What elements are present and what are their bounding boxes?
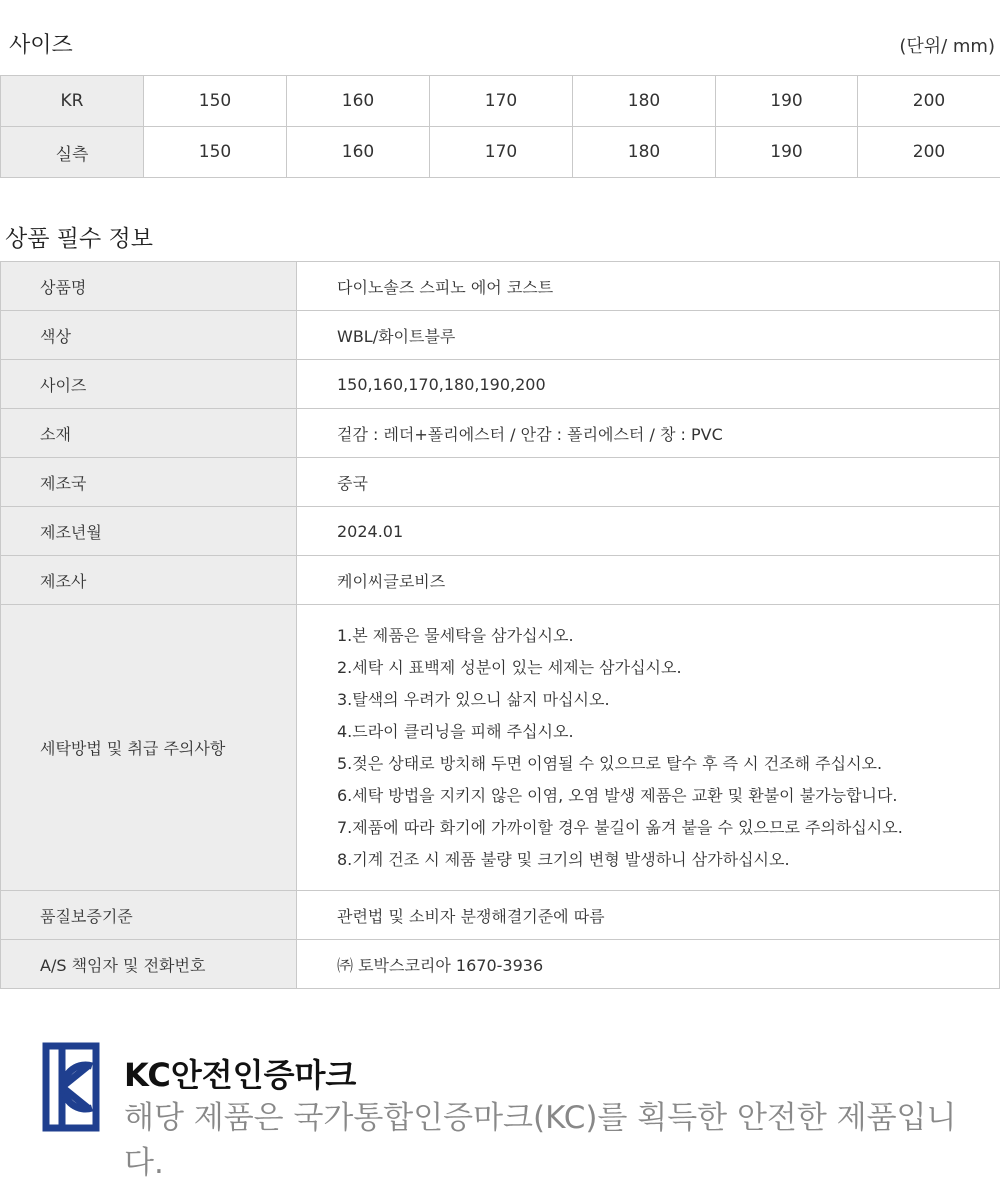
info-row	[1, 360, 1000, 409]
info-value: 150,160,170,180,190,200	[297, 360, 1000, 409]
info-row	[1, 311, 1000, 360]
info-value: ㈜ 토박스코리아 1670-3936	[297, 940, 1000, 989]
size-cell: 160	[287, 76, 430, 127]
care-item: 5.젖은 상태로 방치해 두면 이염될 수 있으므로 탈수 후 즉 시 건조해 주십시오.	[337, 753, 883, 773]
size-cell: 190	[716, 76, 858, 127]
info-value: 다이노솔즈 스피노 에어 코스트	[297, 262, 1000, 311]
care-item: 6.세탁 방법을 지키지 않은 이염, 오염 발생 제품은 교환 및 환불이 불가능합니다.	[337, 785, 898, 805]
size-cell: 150	[144, 76, 287, 127]
info-value: WBL/화이트블루	[297, 311, 1000, 360]
size-row-kr	[1, 76, 1000, 127]
care-item: 2.세탁 시 표백제 성분이 있는 세제는 삼가십시오.	[337, 657, 682, 677]
info-label: 사이즈	[1, 360, 297, 409]
product-info-table	[0, 261, 1000, 989]
size-cell: 180	[573, 76, 716, 127]
info-label: 소재	[1, 409, 297, 458]
size-row-label: 실측	[1, 127, 144, 178]
size-section-header	[0, 26, 1000, 60]
info-row-care	[1, 605, 1000, 891]
size-cell: 170	[430, 127, 573, 178]
size-cell: 180	[573, 127, 716, 178]
info-row	[1, 940, 1000, 989]
info-value: 중국	[297, 458, 1000, 507]
info-row	[1, 458, 1000, 507]
size-cell: 150	[144, 127, 287, 178]
info-value: 관련법 및 소비자 분쟁해결기준에 따름	[297, 891, 1000, 940]
info-row	[1, 556, 1000, 605]
care-instructions	[297, 605, 1000, 891]
size-table	[0, 75, 1000, 178]
care-item: 7.제품에 따라 화기에 가까이할 경우 불길이 옮겨 붙을 수 있으므로 주의하십시오.	[337, 817, 903, 837]
care-item: 3.탈색의 우려가 있으니 삶지 마십시오.	[337, 689, 610, 709]
care-item: 1.본 제품은 물세탁을 삼가십시오.	[337, 625, 574, 645]
info-label: A/S 책임자 및 전화번호	[1, 940, 297, 989]
info-label: 상품명	[1, 262, 297, 311]
size-cell: 170	[430, 76, 573, 127]
info-row	[1, 891, 1000, 940]
kc-certification-logo-icon	[42, 1042, 100, 1132]
kc-title: KC안전인증마크	[124, 1056, 357, 1094]
kc-certification-block	[42, 1042, 992, 1181]
info-label: 색상	[1, 311, 297, 360]
product-info-title: 상품 필수 정보	[5, 226, 153, 252]
size-cell: 160	[287, 127, 430, 178]
size-cell: 190	[716, 127, 858, 178]
size-section-title: 사이즈	[9, 33, 73, 58]
info-label: 제조년월	[1, 507, 297, 556]
info-value: 2024.01	[297, 507, 1000, 556]
info-value: 겉감 : 레더+폴리에스터 / 안감 : 폴리에스터 / 창 : PVC	[297, 409, 1000, 458]
kc-description: 해당 제품은 국가통합인증마크(KC)를 획득한 안전한 제품입니다.	[124, 1100, 957, 1181]
info-label: 제조국	[1, 458, 297, 507]
care-item: 8.기계 건조 시 제품 불량 및 크기의 변형 발생하니 삼가하십시오.	[337, 849, 790, 869]
size-row-label: KR	[1, 76, 144, 127]
care-list	[337, 606, 999, 890]
info-value: 케이씨글로비즈	[297, 556, 1000, 605]
info-label: 제조사	[1, 556, 297, 605]
info-row	[1, 409, 1000, 458]
info-label: 세탁방법 및 취급 주의사항	[1, 605, 297, 891]
info-row	[1, 507, 1000, 556]
size-unit-label: (단위/ mm)	[899, 36, 995, 57]
info-label: 품질보증기준	[1, 891, 297, 940]
care-item: 4.드라이 클리닝을 피해 주십시오.	[337, 721, 574, 741]
info-row	[1, 262, 1000, 311]
size-cell: 200	[858, 127, 1000, 178]
size-row-actual	[1, 127, 1000, 178]
size-cell: 200	[858, 76, 1000, 127]
